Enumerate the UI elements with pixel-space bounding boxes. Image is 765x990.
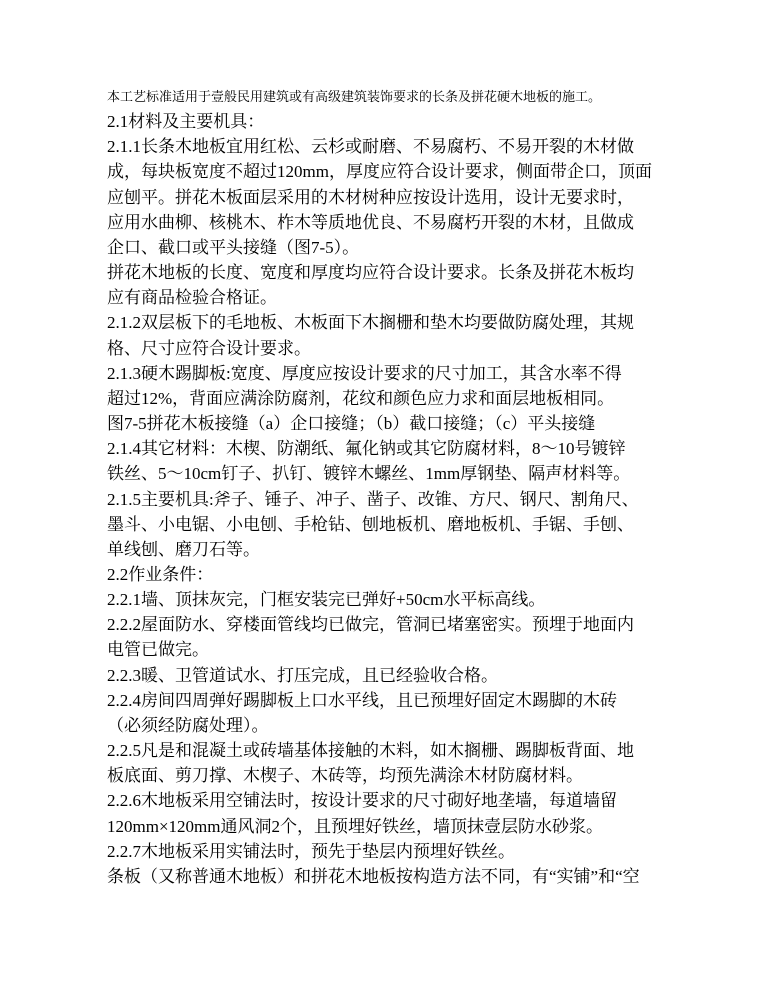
intro-paragraph: 本工艺标准适用于壹般民用建筑或有高级建筑装饰要求的长条及拼花硬木地板的施工。 [107, 89, 602, 104]
text-line: （必须经防腐处理）。 [107, 715, 269, 735]
text-line: 2.2.2屋面防水、穿楼面管线均已做完，管洞已堵塞密实。预埋于地面内 [107, 615, 634, 635]
text-block [107, 84, 663, 889]
text-line: 应有商品检验合格证。 [107, 288, 277, 308]
text-line: 2.1.3硬木踢脚板:宽度、厚度应按设计要求的尺寸加工，其含水率不得 [107, 363, 622, 383]
text-line: 图7-5拼花木板接缝（a）企口接缝；（b）截口接缝；（c）平头接缝 [107, 414, 596, 434]
text-line: 企口、截口或平头接缝（图7-5）。 [107, 237, 360, 257]
text-line: 格、尺寸应符合设计要求。 [107, 338, 311, 358]
text-line: 2.2.1墙、顶抹灰完，门框安装完已弹好+50cm水平标高线。 [107, 590, 546, 610]
text-line: 板底面、剪刀撑、木楔子、木砖等，均预先满涂木材防腐材料。 [107, 766, 583, 786]
text-line: 2.1.5主要机具:斧子、锤子、冲子、凿子、改锥、方尺、钢尺、割角尺、 [107, 489, 639, 509]
text-line: 超过12%，背面应满涂防腐剂，花纹和颜色应力求和面层地板相同。 [107, 388, 615, 408]
text-line: 电管已做完。 [107, 640, 209, 660]
text-line: 墨斗、小电锯、小电刨、手枪钻、刨地板机、磨地板机、手锯、手刨、 [107, 514, 634, 534]
text-line: 应刨平。拼花木板面层采用的木材树种应按设计选用，设计无要求时， [107, 187, 634, 207]
text-line: 2.2.6木地板采用空铺法时，按设计要求的尺寸砌好地垄墙，每道墙留 [107, 791, 617, 811]
text-line: 拼花木地板的长度、宽度和厚度均应符合设计要求。长条及拼花木板均 [107, 263, 634, 283]
text-line: 2.2.7木地板采用实铺法时，预先于垫层内预埋好铁丝。 [107, 841, 515, 861]
text-line: 2.1.2双层板下的毛地板、木板面下木搁栅和垫木均要做防腐处理，其规 [107, 313, 634, 333]
text-line: 2.2.3暖、卫管道试水、打压完成，且已经验收合格。 [107, 665, 498, 685]
text-line: 成，每块板宽度不超过120mm，厚度应符合设计要求，侧面带企口，顶面 [107, 162, 652, 182]
text-line: 2.1.4其它材料：木楔、防潮纸、氟化钠或其它防腐材料，8～10号镀锌 [107, 439, 626, 459]
text-line: 2.2.5凡是和混凝土或砖墙基体接触的木料，如木搁栅、踢脚板背面、地 [107, 741, 634, 761]
text-line: 2.1.1长条木地板宜用红松、云杉或耐磨、不易腐朽、不易开裂的木材做 [107, 137, 634, 157]
text-line: 单线刨、磨刀石等。 [107, 539, 260, 559]
text-line: 条板（又称普通木地板）和拼花木地板按构造方法不同，有“实铺”和“空 [107, 866, 640, 886]
text-line: 120mm×120mm通风洞2个，且预埋好铁丝，墙顶抹壹层防水砂浆。 [107, 816, 603, 836]
text-line: 应用水曲柳、核桃木、柞木等质地优良、不易腐朽开裂的木材，且做成 [107, 212, 634, 232]
text-line: 2.1材料及主要机具： [107, 112, 265, 132]
text-line: 铁丝、5～10cm钉子、扒钉、镀锌木螺丝、1mm厚钢垫、隔声材料等。 [107, 464, 631, 484]
text-line: 2.2作业条件： [107, 564, 214, 584]
text-line: 2.2.4房间四周弹好踢脚板上口水平线，且已预埋好固定木踢脚的木砖 [107, 690, 617, 710]
